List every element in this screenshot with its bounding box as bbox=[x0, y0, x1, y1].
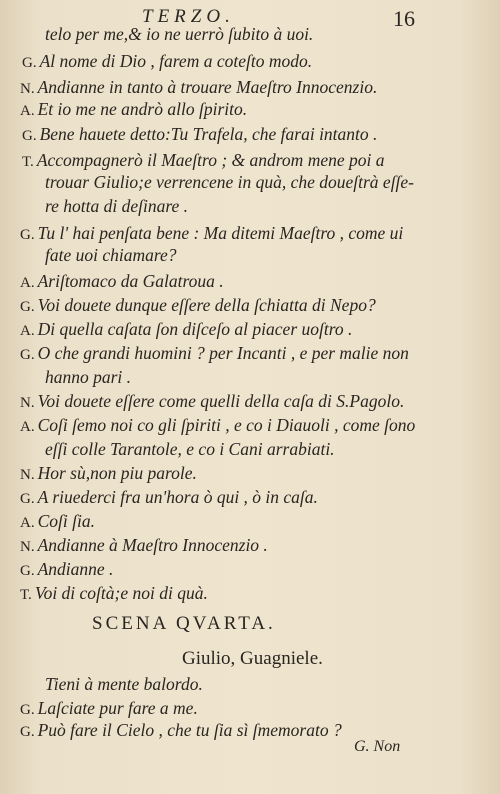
text-line: G. Può fare il Cielo , che tu ſia sì ſmemorato ? bbox=[20, 720, 342, 740]
text-line: G. Tu l' hai penſata bene : Ma ditemi Maeſtro , come ui bbox=[20, 223, 404, 243]
text-line: N. Voi douete eſſere come quelli della caſa di S.Pagolo. bbox=[20, 391, 405, 411]
catchword: G. Non bbox=[354, 738, 401, 755]
scene-heading: SCENA QVARTA. bbox=[92, 613, 276, 634]
text-line: A. Coſi ſia. bbox=[20, 511, 95, 531]
text-line: A. Coſi ſemo noi co gli ſpiriti , e co i Diauoli , come ſono bbox=[20, 415, 416, 435]
text-line: A. Et io me ne andrò allo ſpirito. bbox=[20, 99, 248, 119]
text-line: N. Andianne à Maeſtro Innocenzio . bbox=[20, 535, 268, 555]
text-line: eſſi colle Tarantole, e co i Cani arrabiati. bbox=[45, 439, 335, 459]
text-line: G. Al nome di Dio , farem a coteſto modo. bbox=[22, 51, 313, 71]
text-line: G. O che grandi huomini ? per Incanti , e per malie non bbox=[20, 343, 409, 363]
text-line: N. Andianne in tanto à trouare Maeſtro Innocenzio. bbox=[20, 77, 378, 97]
text-line: A. Di quella caſata ſon diſceſo al piacer uoſtro . bbox=[20, 319, 353, 339]
text-line: Tieni à mente balordo. bbox=[45, 674, 203, 694]
text-line: T. Accompagnerò il Maeſtro ; & androm mene poi a bbox=[22, 150, 385, 170]
text-line: fate uoi chiamare? bbox=[45, 245, 177, 265]
scene-characters: Giulio, Guagniele. bbox=[182, 648, 323, 669]
running-head: TERZO. bbox=[142, 6, 235, 27]
text-line: T. Voi di coſtà;e noi di quà. bbox=[20, 583, 208, 603]
text-line: A. Ariſtomaco da Galatroua . bbox=[20, 271, 224, 291]
text-line: hanno pari . bbox=[45, 367, 132, 387]
text-line: G. Bene hauete detto:Tu Trafela, che farai intanto . bbox=[22, 124, 378, 144]
text-line: trouar Giulio;e verrencene in quà, che doueſtrà eſſe- bbox=[45, 172, 415, 192]
text-line: G. Laſciate pur fare a me. bbox=[20, 698, 198, 718]
text-line: telo per me,& io ne uerrò ſubito à uoi. bbox=[45, 24, 314, 44]
text-line: G. Andianne . bbox=[20, 559, 114, 579]
text-line: N. Hor sù,non piu parole. bbox=[20, 463, 197, 483]
text-line: re hotta di deſinare . bbox=[45, 196, 189, 216]
text-line: G. A riuederci fra un'hora ò qui , ò in caſa. bbox=[20, 487, 318, 507]
page-number: 16 bbox=[393, 6, 415, 31]
text-line: G. Voi douete dunque eſſere della ſchiatta di Nepo? bbox=[20, 295, 376, 315]
